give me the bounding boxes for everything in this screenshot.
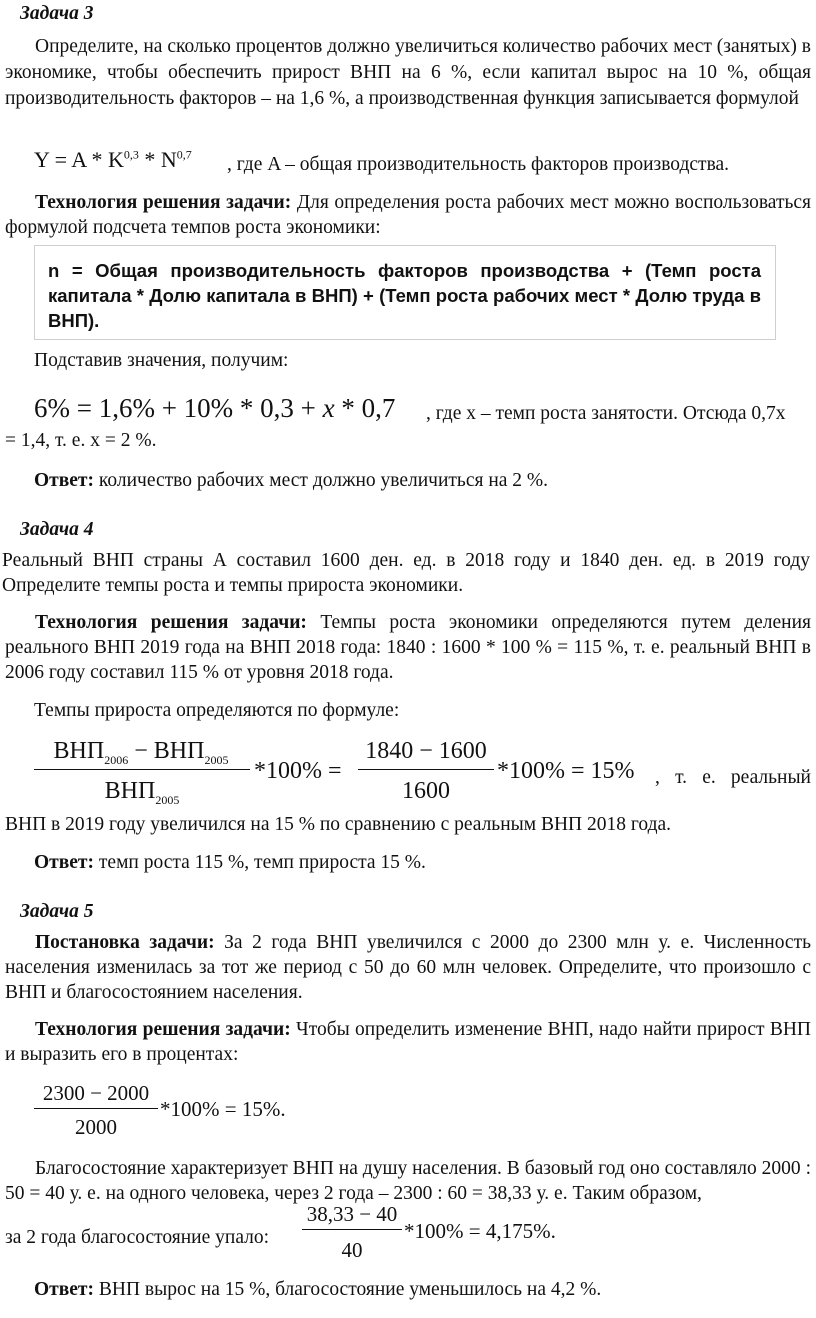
task4-tech-label: Технология решения задачи: <box>35 612 307 633</box>
task3-production-function <box>34 145 192 175</box>
task5-welfare: Благосостояние характеризует ВНП на душу населения. В базовый год оно составляло 2000 : 50 = 40 у. е. на одного человека, через 2 года – 2300 : 60 = 38,33 у. е. Таким образом, <box>5 1158 811 1204</box>
task3-formula-note: , где A – общая производительность факторов производства. <box>227 154 730 175</box>
fraction3-denominator: 2000 <box>75 1115 117 1139</box>
task5-statement <box>5 930 811 1005</box>
fraction4-denominator: 40 <box>341 1238 363 1262</box>
task3-answer-text: количество рабочих мест должно увеличиться на 2 %. <box>98 470 549 491</box>
task4-formula-tail: , т. е. реальный <box>655 767 811 788</box>
fraction1-denominator: $ВНП_{2005}$ <box>104 778 180 807</box>
task3-problem: Определите, на сколько процентов должно увеличиться количество рабочих мест (занятых) в экономике, чтобы обеспечить прирост ВНП на 6 %, если капитал вырос на 10 %, общая производительность факторов – на 1,6 %, а производственная функция записывается формулой <box>5 36 811 109</box>
fraction3-result: *100% = 15%. <box>160 1097 286 1121</box>
task3-tech-text: Для определения роста рабочих мест можно воспользоваться формулой подсчета темпов роста экономики: <box>5 192 811 238</box>
fraction4-result: *100% = 4,175%. <box>404 1219 556 1243</box>
task5-answer-label: Ответ: <box>34 1279 95 1300</box>
task5-statement-text: За 2 года ВНП увеличился с 2000 до 2300 млн у. е. Численность населения изменилась за тот же период с 50 до 60 млн человек. Определите, что произошло с ВНП и благосостоянием населения. <box>5 932 812 1003</box>
task5-welfare-lead: за 2 года благосостояние упало: <box>5 1227 270 1248</box>
fraction1-bar <box>34 769 250 770</box>
task4-conclusion: ВНП в 2019 году увеличился на 15 % по сравнению с реальным ВНП 2018 года. <box>5 814 672 835</box>
fraction4-numerator: 38,33 − 40 <box>306 1202 398 1226</box>
fraction2-bar <box>358 769 494 770</box>
formula-eq: = A * K <box>54 147 124 172</box>
task3-equation <box>34 390 395 426</box>
task5-tech-paragraph <box>5 1017 811 1067</box>
equation-x: x <box>322 393 335 423</box>
task4-tech-paragraph <box>5 610 811 685</box>
fraction4-bar <box>302 1229 402 1230</box>
formula-n-exp: 0,7 <box>176 147 192 162</box>
task3-tech-label: Технология решения задачи: <box>35 192 292 213</box>
task4-answer-text: темп роста 115 %, темп прироста 15 %. <box>98 852 426 873</box>
task5-answer <box>34 1278 794 1302</box>
task4-problem: Реальный ВНП страны А составил 1600 ден. ед. в 2018 году и 1840 ден. ед. в 2019 году Определите темпы роста и темпы прироста экономики. <box>2 550 810 596</box>
task5-answer-text: ВНП вырос на 15 %, благосостояние уменьшилось на 4,2 %. <box>98 1279 602 1300</box>
task5-statement-label: Постановка задачи: <box>35 932 215 953</box>
equation-lhs: 6% = 1,6% + 10% * 0,3 + <box>34 393 323 423</box>
formula-k-exp: 0,3 <box>123 147 139 162</box>
task5-heading: Задача 5 <box>20 901 94 922</box>
formula-y: Y <box>34 147 50 172</box>
task3-equation-note: , где х – темп роста занятости. Отсюда 0,7х <box>426 403 786 424</box>
task3-equation-note2: = 1,4, т. е. х = 2 %. <box>5 430 157 451</box>
fraction1-numerator: $ВНП_{2006} - ВНП_{2005}$ <box>53 738 229 767</box>
task4-tech-text: Темпы роста экономики определяются путем деления реального ВНП 2019 года на ВНП 2018 года: 1840 : 1600 * 100 % = 115 %, т. е. реальный ВНП в 2006 году составил 115 % от уровня 2018 года. <box>5 612 811 683</box>
fraction1-times: *100% = <box>254 758 342 784</box>
fraction2-result: *100% = 15% <box>497 758 635 784</box>
task3-heading: Задача 3 <box>20 3 94 24</box>
growth-formula-text: n = Общая производительность факторов производства + (Темп роста капитала * Долю капитала в ВНП) + (Темп роста рабочих мест * Долю труда в ВНП). <box>48 260 761 331</box>
task4-growth-text: Темпы прироста определяются по формуле: <box>34 700 400 721</box>
task5-tech-label: Технология решения задачи: <box>35 1019 291 1040</box>
equation-rhs: * 0,7 <box>334 393 396 423</box>
fraction3-bar <box>34 1108 158 1109</box>
task3-answer-label: Ответ: <box>34 470 95 491</box>
task3-substitute: Подставив значения, получим: <box>34 350 289 371</box>
formula-star-n: * N <box>144 147 177 172</box>
task4-answer <box>34 851 794 875</box>
formula-box <box>34 245 776 340</box>
task4-answer-label: Ответ: <box>34 852 95 873</box>
task4-heading: Задача 4 <box>20 519 94 540</box>
task5-tech-text: Чтобы определить изменение ВНП, надо найти прирост ВНП и выразить его в процентах: <box>5 1019 812 1065</box>
fraction2-denominator: 1600 <box>402 778 450 804</box>
task3-answer <box>34 469 794 493</box>
fraction3-numerator: 2300 − 2000 <box>42 1081 150 1105</box>
fraction2-numerator: 1840 − 1600 <box>365 738 487 764</box>
task3-tech-paragraph <box>5 190 811 240</box>
